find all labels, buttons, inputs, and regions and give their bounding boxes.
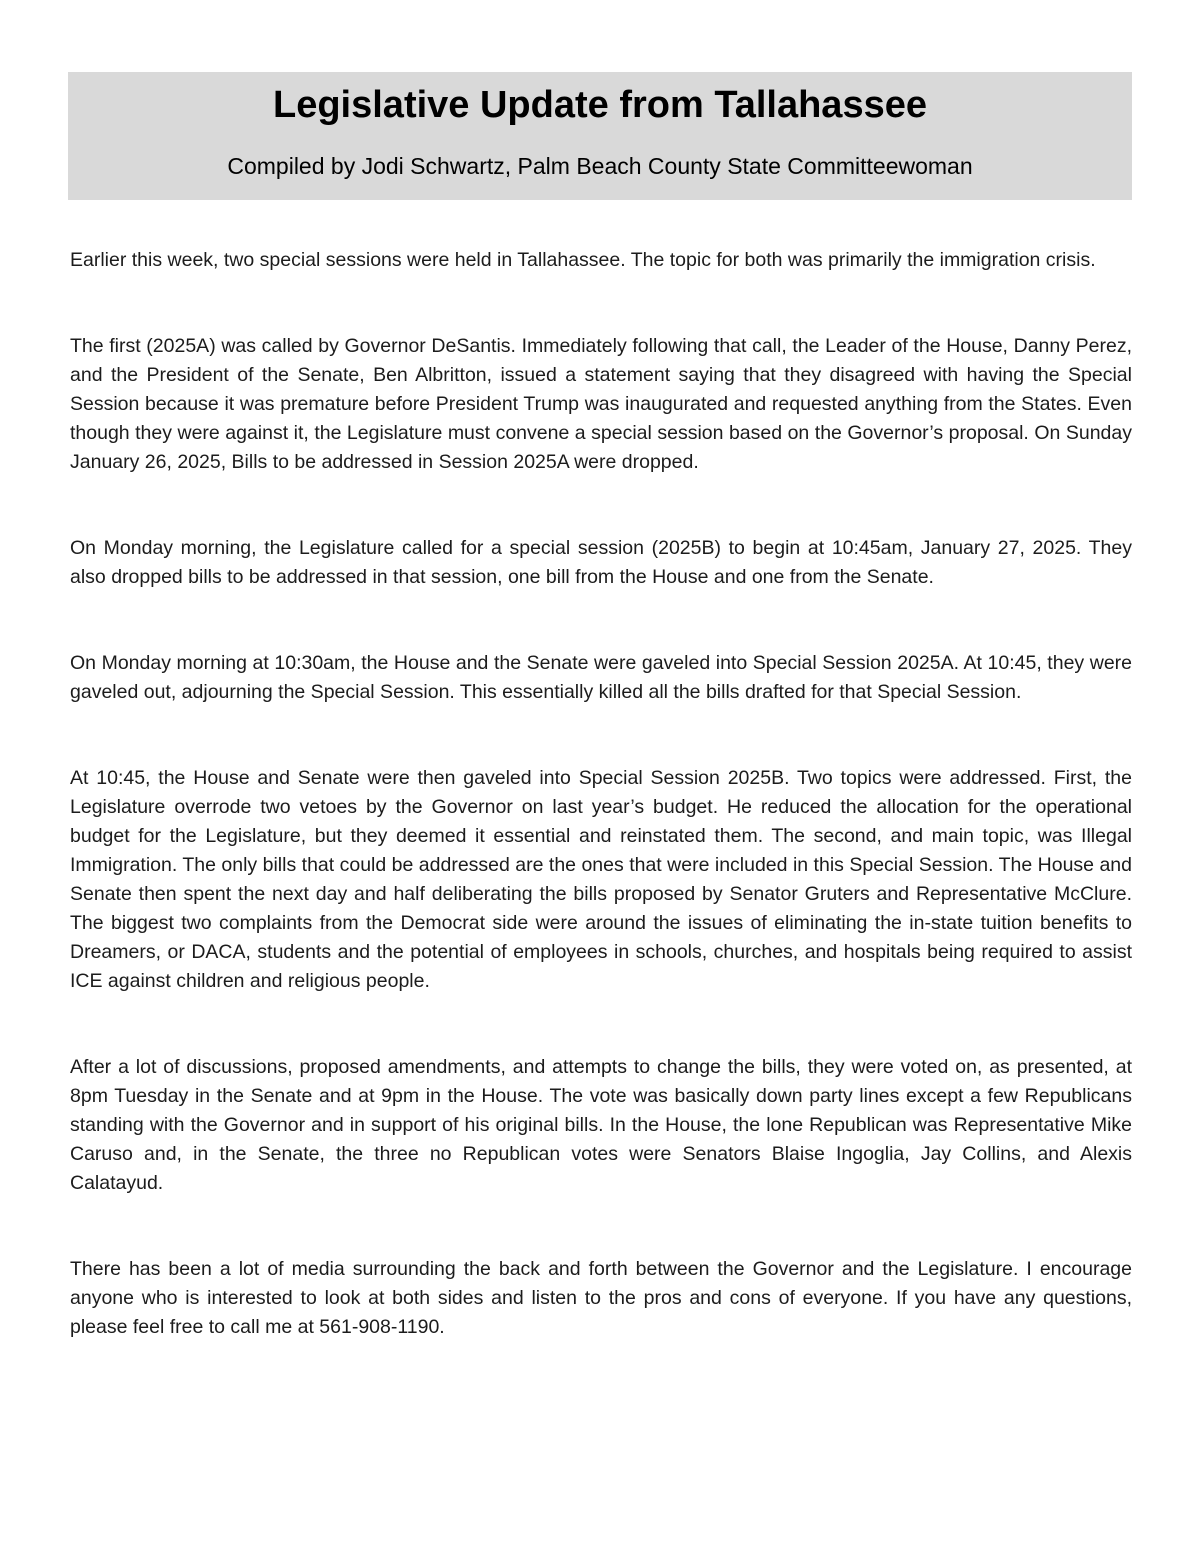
- paragraph-session-2025b-call: On Monday morning, the Legislature called for a special session (2025B) to begin at 10:45am, January 27, 2025. They also dropped bills to be addressed in that session, one bill from the House and one from the Senate.: [70, 537, 1132, 588]
- paragraph-gavel-in-out: On Monday morning at 10:30am, the House and the Senate were gaveled into Special Session 2025A. At 10:45, they were gaveled out, adjourning the Special Session. This essentially killed all the bills drafted for that Special Session.: [70, 652, 1132, 703]
- header-banner: [68, 72, 1132, 200]
- paragraph-intro: Earlier this week, two special sessions were held in Tallahassee. The topic for both was primarily the immigration crisis.: [70, 249, 1096, 271]
- page-subtitle: Compiled by Jodi Schwartz, Palm Beach County State Committeewoman: [227, 153, 973, 179]
- document-body: [70, 246, 1132, 1399]
- paragraph-session-2025b-topics: At 10:45, the House and Senate were then gaveled into Special Session 2025B. Two topics were addressed. First, the Legislature overrode two vetoes by the Governor on last year’s budget. He reduced the allocation for the operational budget for the Legislature, but they deemed it essential and reinstated them. The second, and main topic, was Illegal Immigration. The only bills that could be addressed are the ones that were included in this Special Session. The House and Senate then spent the next day and half deliberating the bills proposed by Senator Gruters and Representative McClure. The biggest two complaints from the Democrat side were around the issues of eliminating the in-state tuition benefits to Dreamers, or DACA, students and the potential of employees in schools, churches, and hospitals being required to assist ICE against children and religious people.: [70, 767, 1132, 992]
- paragraph-votes: After a lot of discussions, proposed amendments, and attempts to change the bills, they were voted on, as presented, at 8pm Tuesday in the Senate and at 9pm in the House. The vote was basically down party lines except a few Republicans standing with the Governor and in support of his original bills. In the House, the lone Republican was Representative Mike Caruso and, in the Senate, the three no Republican votes were Senators Blaise Ingoglia, Jay Collins, and Alexis Calatayud.: [70, 1056, 1132, 1194]
- paragraph-closing: There has been a lot of media surrounding the back and forth between the Governor and the Legislature. I encourage anyone who is interested to look at both sides and listen to the pros and cons of everyone. If you have any questions, please feel free to call me at 561-908-1190.: [70, 1258, 1132, 1338]
- page-title: Legislative Update from Tallahassee: [273, 84, 927, 126]
- paragraph-session-2025a-call: The first (2025A) was called by Governor DeSantis. Immediately following that call, the Leader of the House, Danny Perez, and the President of the Senate, Ben Albritton, issued a statement saying that they disagreed with having the Special Session because it was premature before President Trump was inaugurated and requested anything from the States. Even though they were against it, the Legislature must convene a special session based on the Governor’s proposal. On Sunday January 26, 2025, Bills to be addressed in Session 2025A were dropped.: [70, 335, 1132, 473]
